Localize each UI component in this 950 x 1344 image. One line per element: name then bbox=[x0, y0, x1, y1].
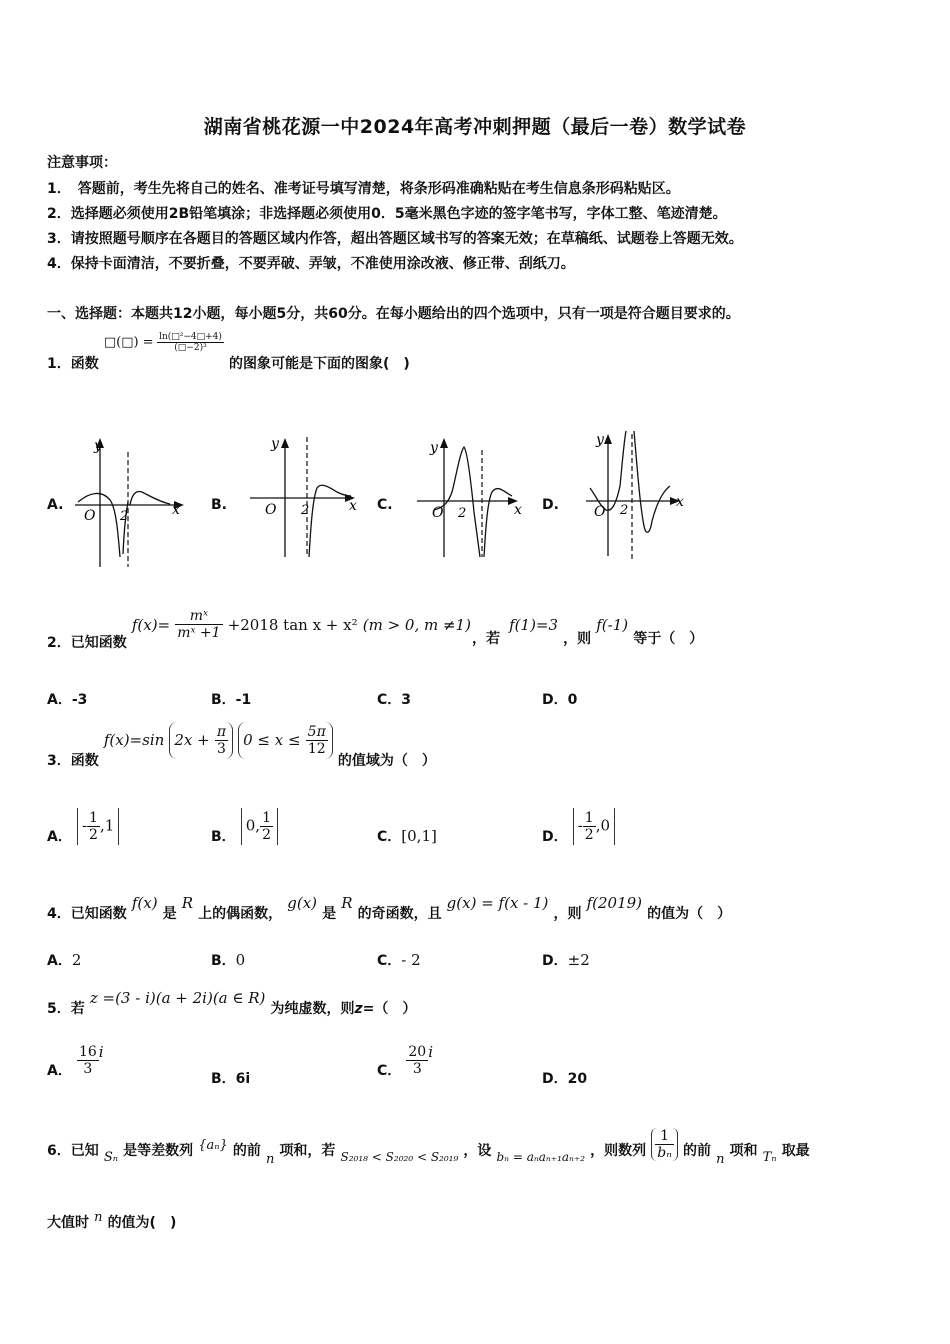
axis-y-label: y bbox=[596, 432, 604, 448]
page-title: 湖南省桃花源一中2024年高考冲刺押题（最后一卷）数学试卷 bbox=[203, 116, 747, 138]
q4-option-a: A．2 bbox=[47, 951, 82, 969]
q1-graph-d bbox=[582, 426, 692, 571]
q1-option-c-label: C. bbox=[377, 497, 393, 513]
note-item-4: 4．保持卡面清洁，不要折叠，不要弄破、弄皱，不准使用涂改液、修正带、刮纸刀。 bbox=[47, 256, 575, 272]
notes-heading: 注意事项： bbox=[47, 155, 117, 171]
q1-formula: □(□) = $\frac{\text{ln(□²−4□+4)}}{\text{(□−2)³}}$ bbox=[103, 331, 222, 353]
axis-y-label: y bbox=[94, 438, 102, 454]
q1-prefix: 1．函数 bbox=[47, 356, 99, 372]
tick-label: 2 bbox=[458, 506, 467, 521]
question-6-line-2: 大值时 $^n$ 的值为( ) bbox=[47, 1210, 177, 1231]
question-2: 2．已知函数 f(x)= $\frac{\text{mˣ}}{\text{mˣ +1}}$ +2018 tan x + x² (m > 0, m ≠1) ，若 f(1)=3 ，则 f(-1) 等于（ ） bbox=[47, 608, 704, 651]
note-item-1: 1． 答题前，考生先将自己的姓名、准考证号填写清楚，将条形码准确粘贴在考生信息条形码粘贴区。 bbox=[47, 181, 680, 197]
q4-option-d: D．±2 bbox=[542, 951, 590, 969]
question-1 bbox=[47, 331, 410, 372]
origin-label: O bbox=[265, 502, 277, 518]
q2-option-d: D．0 bbox=[542, 692, 578, 708]
question-6: 6．已知 $_{S_n}$ 是等差数列 {aₙ} 的前 $_n$ 项和，若 $_{S_{2018} < S_{2020} < S_{2019}}$ ，设 $_{b_n = a_na_{n+1}a_{n+2}}$ ，则数列 $\frac{1}{\text{bₙ}}$ 的前 $_n$ 项和 $_{T_n}$ 取最 bbox=[47, 1128, 810, 1167]
q2-option-c: C．3 bbox=[377, 692, 412, 708]
q1-graph-a bbox=[70, 432, 190, 572]
q1-suffix: 的图象可能是下面的图象( ) bbox=[229, 356, 410, 372]
axis-x-label: x bbox=[676, 494, 684, 510]
q1-graph-b bbox=[245, 432, 365, 572]
axis-x-label: x bbox=[172, 502, 180, 518]
origin-label: O bbox=[594, 504, 606, 520]
axis-x-label: x bbox=[514, 502, 522, 518]
q1-option-d-label: D. bbox=[542, 497, 559, 513]
q5-option-b: B．6i bbox=[211, 1071, 251, 1087]
note-item-3: 3．请按照题号顺序在各题目的答题区域内作答，超出答题区域书写的答案无效；在草稿纸、试题卷上答题无效。 bbox=[47, 231, 743, 247]
section-heading: 一、选择题：本题共12小题，每小题5分，共60分。在每小题给出的四个选项中，只有一项是符合题目要求的。 bbox=[47, 306, 740, 322]
q5-option-c: C． $\frac{20}{3}$ i bbox=[377, 1043, 434, 1079]
q2-option-b: B．-1 bbox=[211, 692, 252, 708]
question-4: 4．已知函数 f(x) 是 R 上的偶函数， g(x) 是 R 的奇函数，且 g(x) = f(x - 1) ，则 f(2019) 的值为（ ） bbox=[47, 894, 732, 922]
q3-option-b: B． 0, $\frac{1}{2}$ bbox=[211, 808, 278, 845]
q3-option-d: D． - $\frac{1}{2}$ ,0 bbox=[542, 808, 615, 845]
q3-option-c: C．[0,1] bbox=[377, 827, 437, 845]
axis-x-label: x bbox=[349, 498, 357, 514]
question-5: 5．若 z =(3 - i)(a + 2i)(a ∈ R) 为纯虚数，则z=（ ） bbox=[47, 989, 417, 1017]
tick-label: 2 bbox=[120, 509, 129, 524]
axis-y-label: y bbox=[271, 436, 279, 452]
q1-graph-c bbox=[412, 432, 532, 572]
q4-option-b: B．0 bbox=[211, 951, 246, 969]
q5-option-d: D．20 bbox=[542, 1071, 588, 1087]
q1-option-b-label: B. bbox=[211, 497, 227, 513]
origin-label: O bbox=[84, 508, 96, 524]
q3-option-a: A． - $\frac{1}{2}$ ,1 bbox=[47, 808, 119, 845]
q1-option-a-label: A. bbox=[47, 497, 64, 513]
question-3: 3．函数 f(x)=sin 2x + $\frac{\pi}{3}$ 0 ≤ x ≤ $\frac{5\pi}{12}$ 的值域为（ ） bbox=[47, 724, 436, 769]
q2-option-a: A．-3 bbox=[47, 692, 88, 708]
q4-option-c: C．- 2 bbox=[377, 951, 421, 969]
tick-label: 2 bbox=[301, 503, 310, 518]
origin-label: O bbox=[432, 505, 444, 521]
note-item-2: 2．选择题必须使用2B铅笔填涂；非选择题必须使用0．5毫米黑色字迹的签字笔书写，字体工整、笔迹清楚。 bbox=[47, 206, 727, 222]
tick-label: 2 bbox=[620, 503, 629, 518]
q5-option-a: A． $\frac{16}{3}$ i bbox=[47, 1043, 104, 1079]
axis-y-label: y bbox=[430, 440, 438, 456]
